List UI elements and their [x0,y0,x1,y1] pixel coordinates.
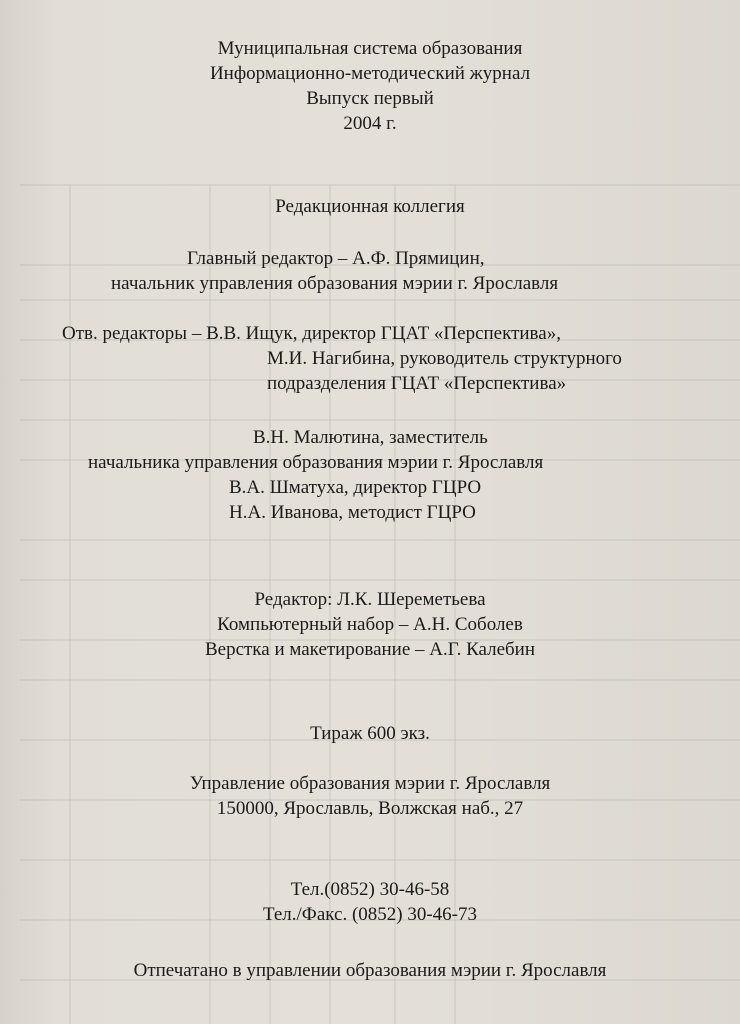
responsible-editor-2-dept: подразделения ГЦАТ «Перспектива» [267,373,567,394]
board-heading: Редакционная коллегия [275,196,465,217]
board-member-2: В.А. Шматуха, директор ГЦРО [229,477,482,498]
responsible-editors-line: Отв. редакторы – В.В. Ищук, директор ГЦАТ «Перспектива», [62,323,561,344]
board-member-3: Н.А. Иванова, методист ГЦРО [229,502,476,523]
publisher-address: 150000, Ярославль, Волжская наб., 27 [216,798,524,819]
typesetting-credit: Компьютерный набор – А.Н. Соболев [217,614,523,635]
print-run: Тираж 600 экз. [310,723,430,744]
journal-type: Информационно-методический журнал [209,63,531,84]
phone: Тел.(0852) 30-46-58 [290,879,450,900]
responsible-editor-2: М.И. Нагибина, руководитель структурного [267,348,622,369]
editor-credit: Редактор: Л.К. Шереметьева [254,589,486,610]
series-title: Муниципальная система образования [217,38,523,59]
publisher-name: Управление образования мэрии г. Ярославля [189,773,551,794]
board-member-1-position: начальника управления образования мэрии г. Ярославля [88,452,544,473]
chief-editor-position: начальник управления образования мэрии г. Ярославля [111,273,559,294]
issue-number: Выпуск первый [306,88,434,109]
phone-fax: Тел./Факс. (0852) 30-46-73 [262,904,478,925]
layout-credit: Верстка и макетирование – А.Г. Калебин [204,639,536,660]
chief-editor-line: Главный редактор – А.Ф. Прямицин, [187,248,485,269]
board-member-1: В.Н. Малютина, заместитель [253,427,488,448]
printing-imprint: Отпечатано в управлении образования мэрии г. Ярославля [133,960,607,981]
issue-year: 2004 г. [343,113,397,134]
